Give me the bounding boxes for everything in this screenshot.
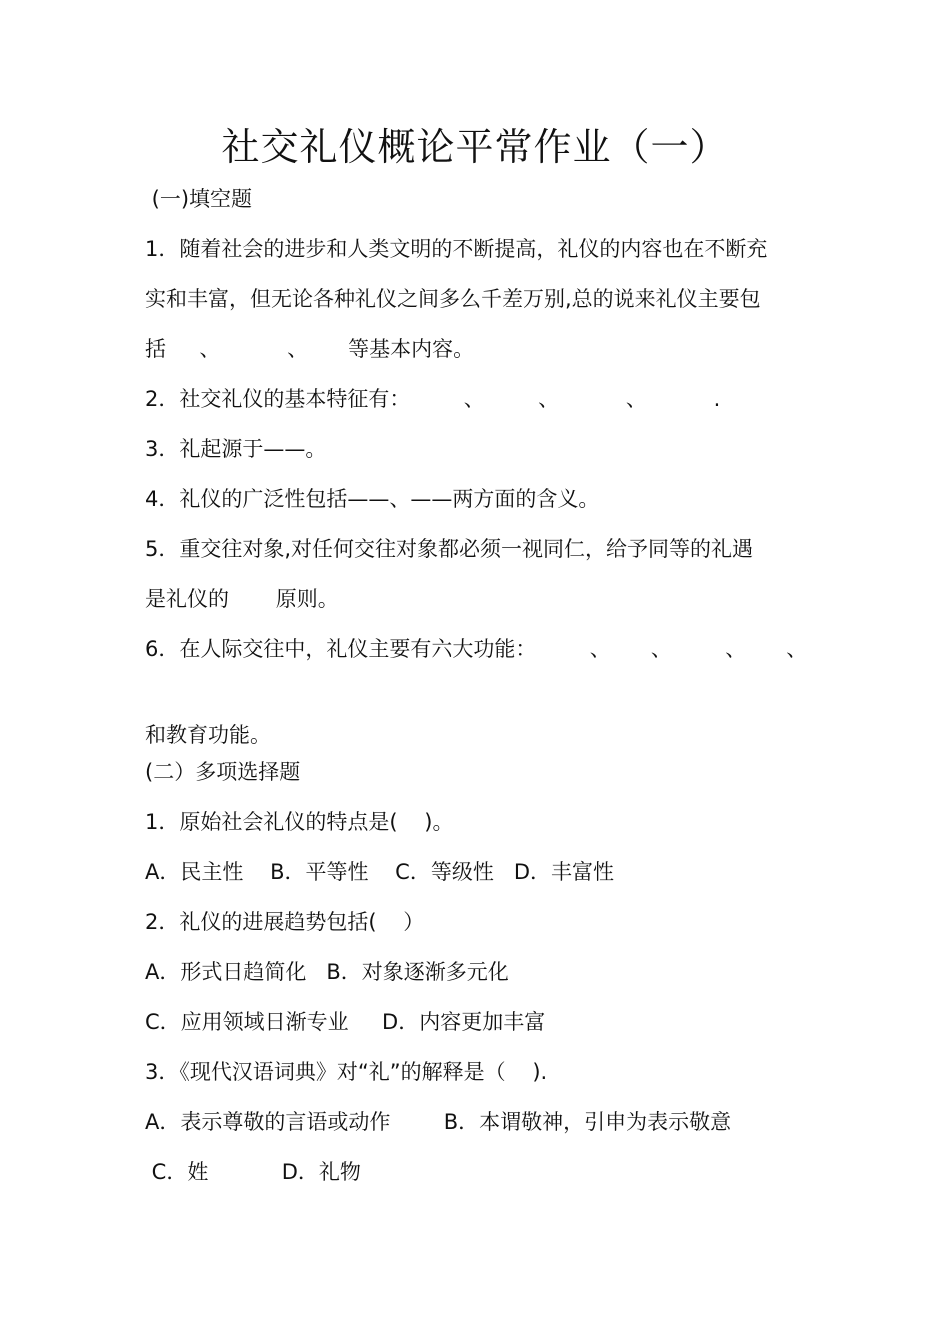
section-heading-fill-in: (一)填空题 [145, 187, 253, 211]
question-line: 2．社交礼仪的基本特征有： 、 、 、 . [145, 387, 721, 411]
option-line: C．姓 D．礼物 [145, 1160, 361, 1184]
question-line: 3．《现代汉语词典》对“礼”的解释是（ ). [145, 1060, 548, 1084]
question-line: 1．原始社会礼仪的特点是( )。 [145, 810, 454, 834]
section-heading-multiple-choice: (二）多项选择题 [145, 760, 301, 784]
option-line: A．形式日趋简化 B．对象逐渐多元化 [145, 960, 509, 984]
question-line: 5．重交往对象,对任何交往对象都必须一视同仁，给予同等的礼遇 [145, 537, 754, 561]
option-line: A．表示尊敬的言语或动作 B．本谓敬神，引申为表示敬意 [145, 1110, 732, 1134]
question-line: 6．在人际交往中，礼仪主要有六大功能： 、 、 、 、 [145, 637, 808, 661]
question-line: 实和丰富，但无论各种礼仪之间多么千差万别,总的说来礼仪主要包 [145, 287, 761, 311]
question-line: 2．礼仪的进展趋势包括( ） [145, 910, 425, 934]
question-line: 1．随着社会的进步和人类文明的不断提高，礼仪的内容也在不断充 [145, 237, 768, 261]
option-line: A．民主性 B．平等性 C．等级性 D．丰富性 [145, 860, 615, 884]
document-title: 社交礼仪概论平常作业（一） [221, 125, 729, 169]
question-line: 3．礼起源于——。 [145, 437, 327, 461]
option-line: C．应用领域日渐专业 D．内容更加丰富 [145, 1010, 546, 1034]
question-line: 括 、 、 等基本内容。 [145, 337, 475, 361]
question-line: 4．礼仪的广泛性包括——、——两方面的含义。 [145, 487, 600, 511]
question-line: 和教育功能。 [145, 723, 271, 747]
question-line: 是礼仪的 原则。 [145, 587, 339, 611]
